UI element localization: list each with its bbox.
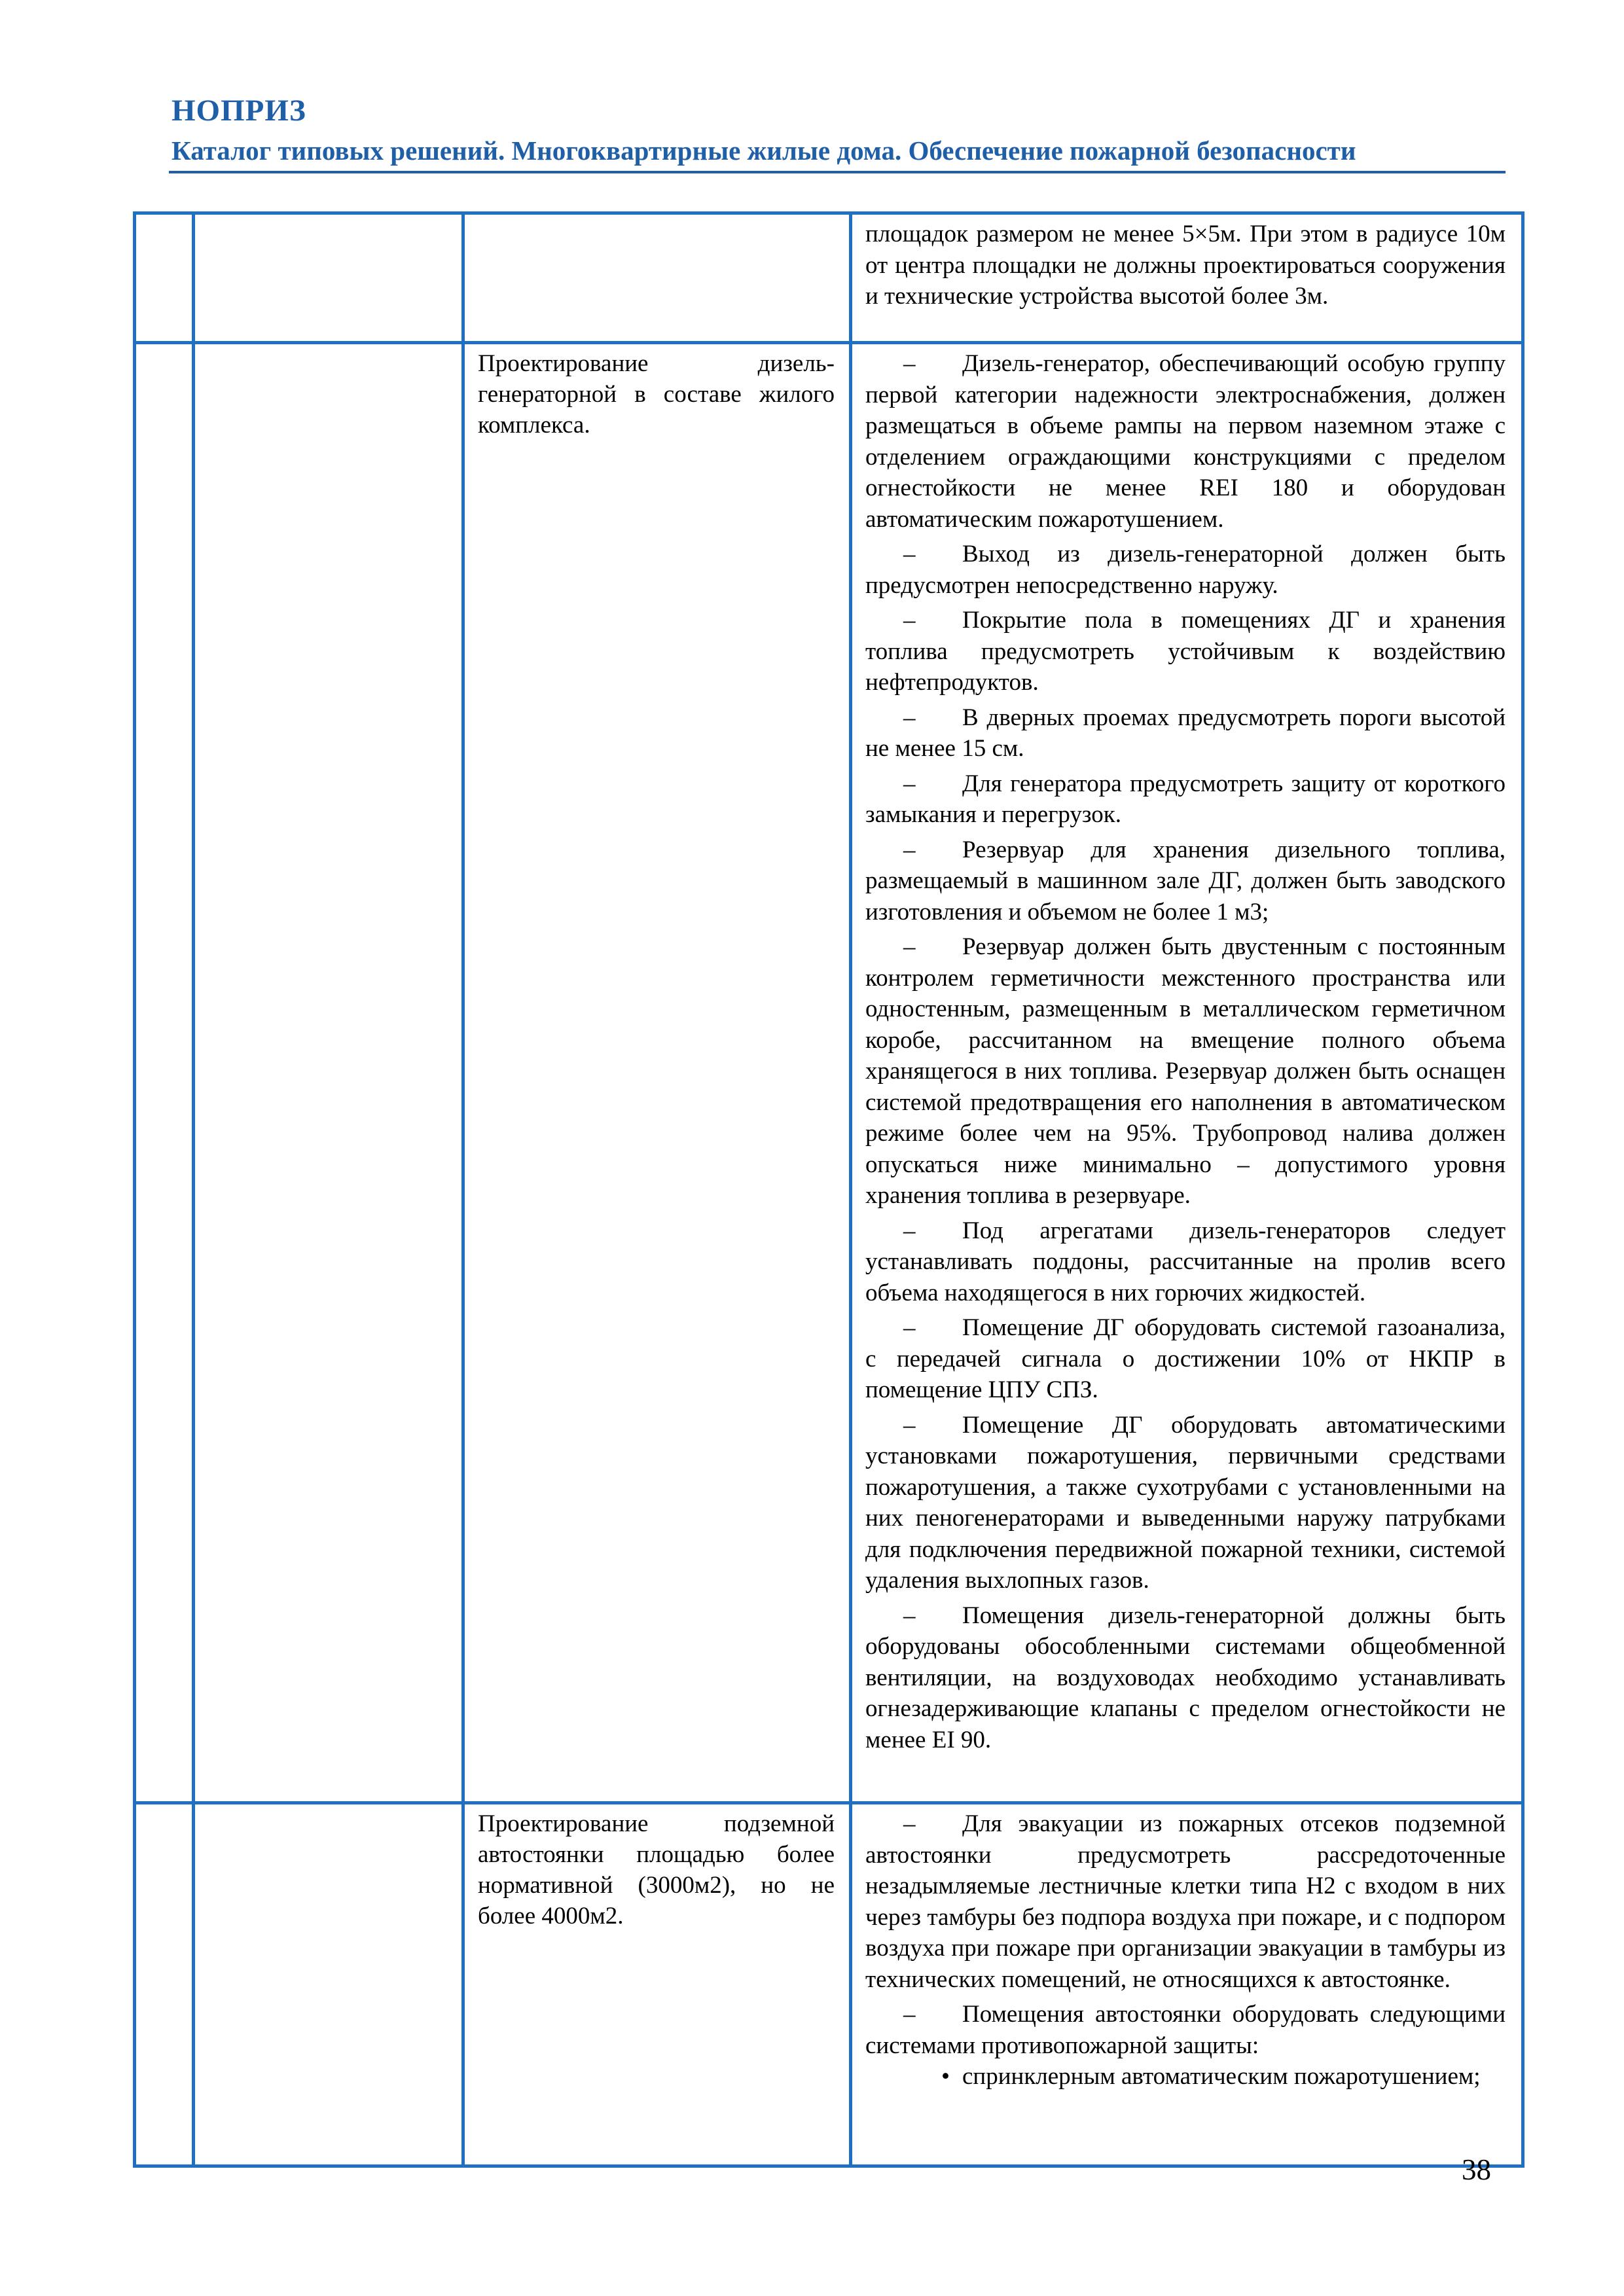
bullet-item: • спринклерным автоматическим пожаротушением;	[865, 2061, 1506, 2092]
dash-item: – Дизель-генератор, обеспечивающий особую группу первой категории надежности электроснабжения, должен размещаться в объеме рампы на первом наземном этаже с отделением ограждающими конструкциями с пределом огнестойкости не менее REI 180 и оборудован автоматическим пожаротушением.	[865, 348, 1506, 535]
dash-item: – Помещение ДГ оборудовать автоматическими установками пожаротушения, первичными средствами пожаротушения, а также сухотрубами с установленными на них пеногенераторами и выведенными наружу патрубками для подключения передвижной пожарной техники, системой удаления выхлопных газов.	[865, 1410, 1506, 1596]
table-row	[135, 1803, 1523, 2166]
header-subtitle: Каталог типовых решений. Многоквартирные жилые дома. Обеспечение пожарной безопасности	[171, 135, 1356, 166]
cell-solution	[851, 343, 1523, 1803]
dash-glyph: –	[903, 1314, 916, 1341]
table-row	[135, 213, 1523, 343]
dash-glyph: –	[903, 350, 916, 377]
dash-glyph: –	[903, 2001, 916, 2028]
cell-category	[194, 343, 463, 1803]
dash-item: – В дверных проемах предусмотреть пороги высотой не менее 15 см.	[865, 702, 1506, 764]
cell-task	[463, 343, 851, 1803]
dash-item: – Для генератора предусмотреть защиту от короткого замыкания и перегрузок.	[865, 768, 1506, 831]
cell-solution	[851, 213, 1523, 343]
dash-item: – Под агрегатами дизель-генераторов следует устанавливать поддоны, рассчитанные на пролив всего объема находящегося в них горючих жидкостей.	[865, 1215, 1506, 1309]
cell-solution	[851, 1803, 1523, 2166]
cell-task	[463, 213, 851, 343]
dash-glyph: –	[903, 704, 916, 731]
table-row	[135, 343, 1523, 1803]
header-org: НОПРИЗ	[171, 94, 306, 128]
header-rule	[169, 171, 1506, 173]
cell-category	[194, 1803, 463, 2166]
dash-item: – Резервуар должен быть двустенным с постоянным контролем герметичности межстенного пространства или одностенным, размещенным в металлическом герметичном коробе, рассчитанном на вмещение полного объема хранящегося в них топлива. Резервуар должен быть оснащен системой предотвращения его наполнения в автоматическом режиме более чем на 95%. Трубопровод налива должен опускаться ниже минимально – допустимого уровня хранения топлива в резервуаре.	[865, 931, 1506, 1211]
cell-number	[135, 343, 194, 1803]
dash-item: – Резервуар для хранения дизельного топлива, размещаемый в машинном зале ДГ, должен быть заводского изготовления и объемом не более 1 м3;	[865, 834, 1506, 928]
cell-number	[135, 1803, 194, 2166]
task-text: Проектирование дизель-генераторной в составе жилого комплекса.	[478, 350, 835, 439]
solution-text: площадок размером не менее 5×5м. При этом в радиусе 10м от центра площадки не должны проектироваться сооружения и технические устройства высотой более 3м.	[865, 221, 1506, 310]
dash-glyph: –	[903, 607, 916, 634]
dash-glyph: –	[903, 836, 916, 863]
cell-category	[194, 213, 463, 343]
dash-glyph: –	[903, 1602, 916, 1629]
dash-glyph: –	[903, 1217, 916, 1244]
dash-item: – Для эвакуации из пожарных отсеков подземной автостоянки предусмотреть рассредоточенные незадымляемые лестничные клетки типа Н2 с входом в них через тамбуры без подпора воздуха при пожаре, и с подпором воздуха при пожаре при организации эвакуации в тамбуры из технических помещений, не относящихся к автостоянке.	[865, 1808, 1506, 1995]
dash-glyph: –	[903, 933, 916, 960]
dash-item: – Помещения дизель-генераторной должны быть оборудованы обособленными системами общеобменной вентиляции, на воздуховодах необходимо устанавливать огнезадерживающие клапаны с пределом огнестойкости не менее EI 90.	[865, 1600, 1506, 1756]
cell-number	[135, 213, 194, 343]
page-number: 38	[1462, 2153, 1491, 2186]
cell-task	[463, 1803, 851, 2166]
dash-glyph: –	[903, 1810, 916, 1837]
task-text: Проектирование подземной автостоянки площадью более нормативной (3000м2), но не более 4000м2.	[478, 1810, 835, 1929]
dash-item: – Покрытие пола в помещениях ДГ и хранения топлива предусмотреть устойчивым к воздействию нефтепродуктов.	[865, 605, 1506, 698]
dash-item: – Помещения автостоянки оборудовать следующими системами противопожарной защиты:	[865, 1999, 1506, 2061]
requirements-table	[133, 211, 1525, 2168]
bullet-glyph: •	[941, 2063, 950, 2090]
dash-glyph: –	[903, 541, 916, 567]
dash-item: – Помещение ДГ оборудовать системой газоанализа, с передачей сигнала о достижении 10% от НКПР в помещение ЦПУ СПЗ.	[865, 1312, 1506, 1406]
dash-glyph: –	[903, 770, 916, 797]
dash-glyph: –	[903, 1411, 916, 1439]
dash-item: – Выход из дизель-генераторной должен быть предусмотрен непосредственно наружу.	[865, 539, 1506, 601]
